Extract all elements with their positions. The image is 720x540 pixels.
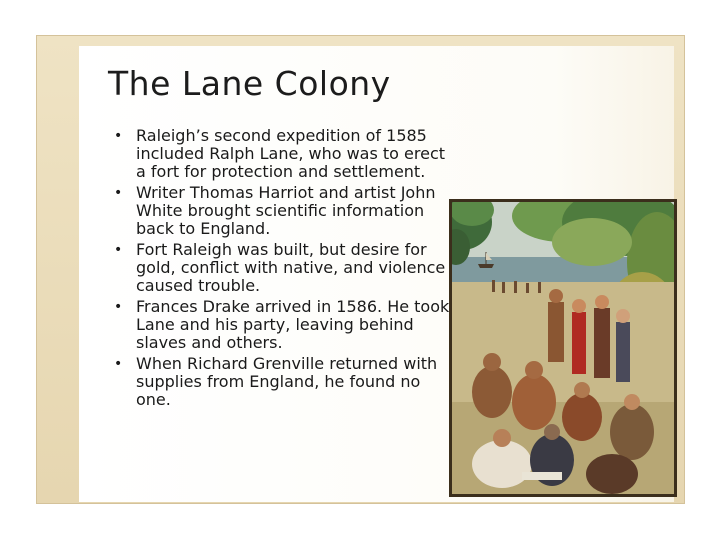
bullet-text: Raleigh’s second expedition of 1585 included Ralph Lane, who was to erect a fort for protection and settlement. xyxy=(136,126,446,181)
bullet-item xyxy=(108,241,453,295)
bullet-marker: • xyxy=(114,356,123,372)
slide-title: The Lane Colony xyxy=(108,64,391,103)
bullet-marker: • xyxy=(114,299,123,315)
bullet-text: Writer Thomas Harriot and artist John White brought scientific information back to England. xyxy=(136,183,436,238)
bullet-item xyxy=(108,298,453,352)
bullet-marker: • xyxy=(114,242,123,258)
bullet-text: Frances Drake arrived in 1586. He took Lane and his party, leaving behind slaves and others. xyxy=(136,297,450,352)
bullet-marker: • xyxy=(114,128,123,144)
bullet-list xyxy=(108,127,453,412)
painting-svg xyxy=(452,202,674,494)
bullet-text: When Richard Grenville returned with supplies from England, he found no one. xyxy=(136,354,438,409)
bullet-item xyxy=(108,127,453,181)
colonial-painting-illustration xyxy=(449,199,677,497)
bullet-item xyxy=(108,184,453,238)
bullet-marker: • xyxy=(114,185,123,201)
bullet-text: Fort Raleigh was built, but desire for gold, conflict with native, and violence caused trouble. xyxy=(136,240,446,295)
bullet-item xyxy=(108,355,453,409)
